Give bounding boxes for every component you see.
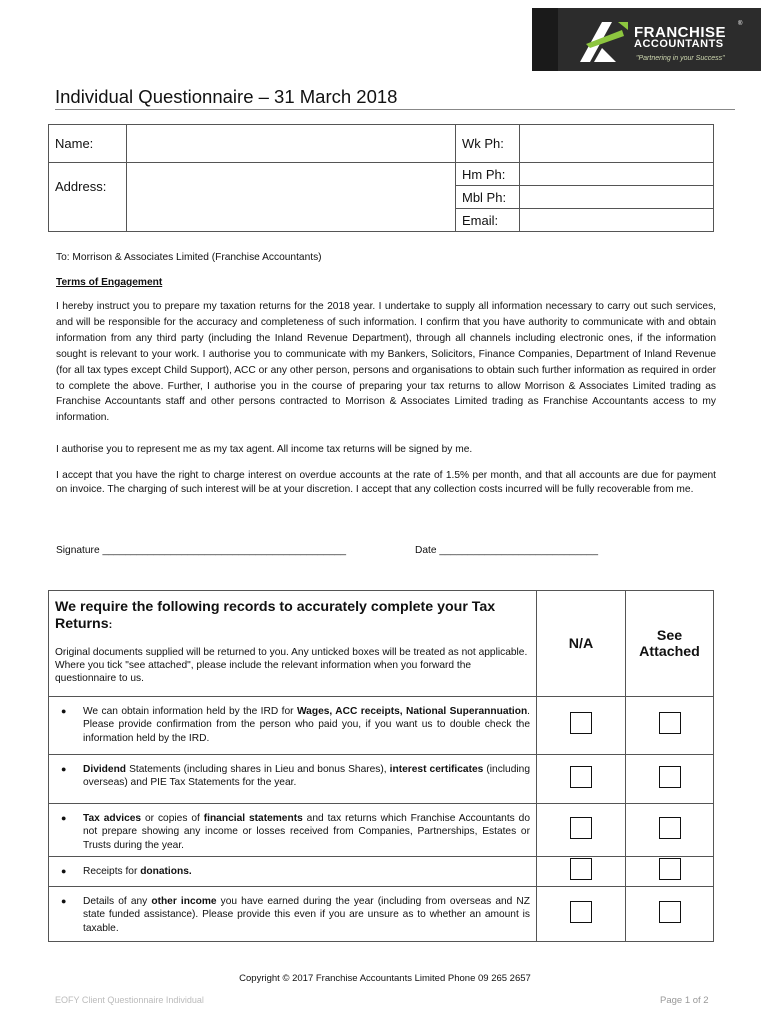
personal-details-table [48, 124, 714, 232]
hm-ph-field[interactable] [520, 163, 714, 186]
see-attached-line2: Attached [639, 643, 700, 660]
na-column-header: N/A [537, 591, 626, 697]
logo-registered-mark: ® [738, 21, 743, 27]
records-subtext: Original documents supplied will be returned to you. Any unticked boxes will be treated as not applicable. Where you tick "see attached", please include the relevant information when you forward the questionnaire to us. [55, 647, 528, 684]
address-field[interactable] [127, 163, 456, 232]
bullet-icon: ● [61, 764, 67, 774]
wages-na-checkbox[interactable] [570, 712, 592, 734]
address-label: Address: [49, 163, 127, 232]
mbl-ph-field[interactable] [520, 186, 714, 209]
page-title: Individual Questionnaire – 31 March 2018 [55, 86, 398, 107]
wk-ph-label: Wk Ph: [456, 125, 520, 163]
addressee-line: To: Morrison & Associates Limited (Franchise Accountants) [56, 252, 322, 263]
tax-advices-attached-checkbox[interactable] [659, 817, 681, 839]
email-field[interactable] [520, 209, 714, 232]
logo-mark-icon [532, 8, 632, 71]
date-line[interactable]: Date ____________________________ [415, 545, 598, 556]
bullet-icon: ● [61, 706, 67, 716]
mbl-ph-label: Mbl Ph: [456, 186, 520, 209]
name-label: Name: [49, 125, 127, 163]
dividend-na-checkbox[interactable] [570, 766, 592, 788]
bullet-icon: ● [61, 896, 67, 906]
other-income-na-checkbox[interactable] [570, 901, 592, 923]
bullet-icon: ● [61, 813, 67, 823]
terms-paragraph-1: I hereby instruct you to prepare my taxation returns for the 2018 year. I undertake to supply all information necessary to carry out such services, and will be responsible for the accuracy and completeness of such information. I confirm that you have authority to communicate with and obtain information from any third party (including the Inland Revenue Department), through all channels including electronic ones, if the information sought is relevant to your work. I authorise you to communicate with my Bankers, Solicitors, Finance Companies, Department of Inland Revenue (for all tax types except Child Support), ACC or any other person, persons and organisations to obtain such further information as required in order to complete the above. Further, I authorise you in the course of preparing your tax returns to allow Morrison & Associates Limited trading as Franchise Accountants staff and other persons contracted to Morrison & Associates Limited trading as Franchise Accountants access to my information. [56, 301, 716, 424]
terms-heading: Terms of Engagement [56, 277, 163, 288]
hm-ph-label: Hm Ph: [456, 163, 520, 186]
wk-ph-field[interactable] [520, 125, 714, 163]
signature-line[interactable]: Signature ___________________________________________ [56, 545, 347, 556]
record-item-other-income: ● Details of any other income you have earned during the year (including from overseas and NZ state funded assistance). Please provide this even if you are unsure as to whether an amount is taxable. [49, 887, 537, 942]
logo-tagline: "Partnering in your Success" [636, 55, 725, 62]
bullet-icon: ● [61, 866, 67, 876]
donations-na-checkbox[interactable] [570, 858, 592, 880]
footer-page-number: Page 1 of 2 [660, 995, 709, 1006]
wages-attached-checkbox[interactable] [659, 712, 681, 734]
record-item-dividend: ● Dividend Statements (including shares in Lieu and bonus Shares), interest certificates (including overseas) and PIE Tax Statements for the year. [49, 755, 537, 804]
records-header-cell [49, 591, 537, 697]
logo-text-line1: FRANCHISE [634, 24, 727, 41]
dividend-attached-checkbox[interactable] [659, 766, 681, 788]
company-logo [532, 8, 761, 71]
records-table [48, 590, 714, 942]
see-attached-column-header [626, 591, 714, 697]
donations-attached-checkbox[interactable] [659, 858, 681, 880]
email-label: Email: [456, 209, 520, 232]
title-divider [55, 109, 735, 110]
record-item-donations: ● Receipts for donations. [49, 857, 537, 887]
logo-text-line2: ACCOUNTANTS [634, 38, 724, 50]
copyright-notice: Copyright © 2017 Franchise Accountants Limited Phone 09 265 2657 [239, 973, 531, 984]
record-item-tax-advices: ● Tax advices or copies of financial statements and tax returns which Franchise Accountants do not prepare showing any income or losses received from Companies, Partnerships, Estates or Trusts during the year. [49, 804, 537, 857]
other-income-attached-checkbox[interactable] [659, 901, 681, 923]
name-field[interactable] [127, 125, 456, 163]
terms-paragraph-3: I accept that you have the right to charge interest on overdue accounts at the rate of 1.5% per month, and that all accounts are due for payment on invoice. The charging of such interest will be at your discretion. I accept that any collection costs incurred will be fully recoverable from me. [56, 470, 716, 496]
record-item-wages: ● We can obtain information held by the IRD for Wages, ACC receipts, National Superannuation. Please provide confirmation from the person who paid you, if you want us to double check the information held by the IRD. [49, 697, 537, 755]
tax-advices-na-checkbox[interactable] [570, 817, 592, 839]
footer-document-name: EOFY Client Questionnaire Individual [55, 995, 204, 1005]
see-attached-line1: See [656, 627, 683, 644]
records-heading: We require the following records to accurately complete your Tax Returns: [55, 599, 496, 632]
terms-paragraph-2: I authorise you to represent me as my tax agent. All income tax returns will be signed by me. [56, 444, 473, 455]
